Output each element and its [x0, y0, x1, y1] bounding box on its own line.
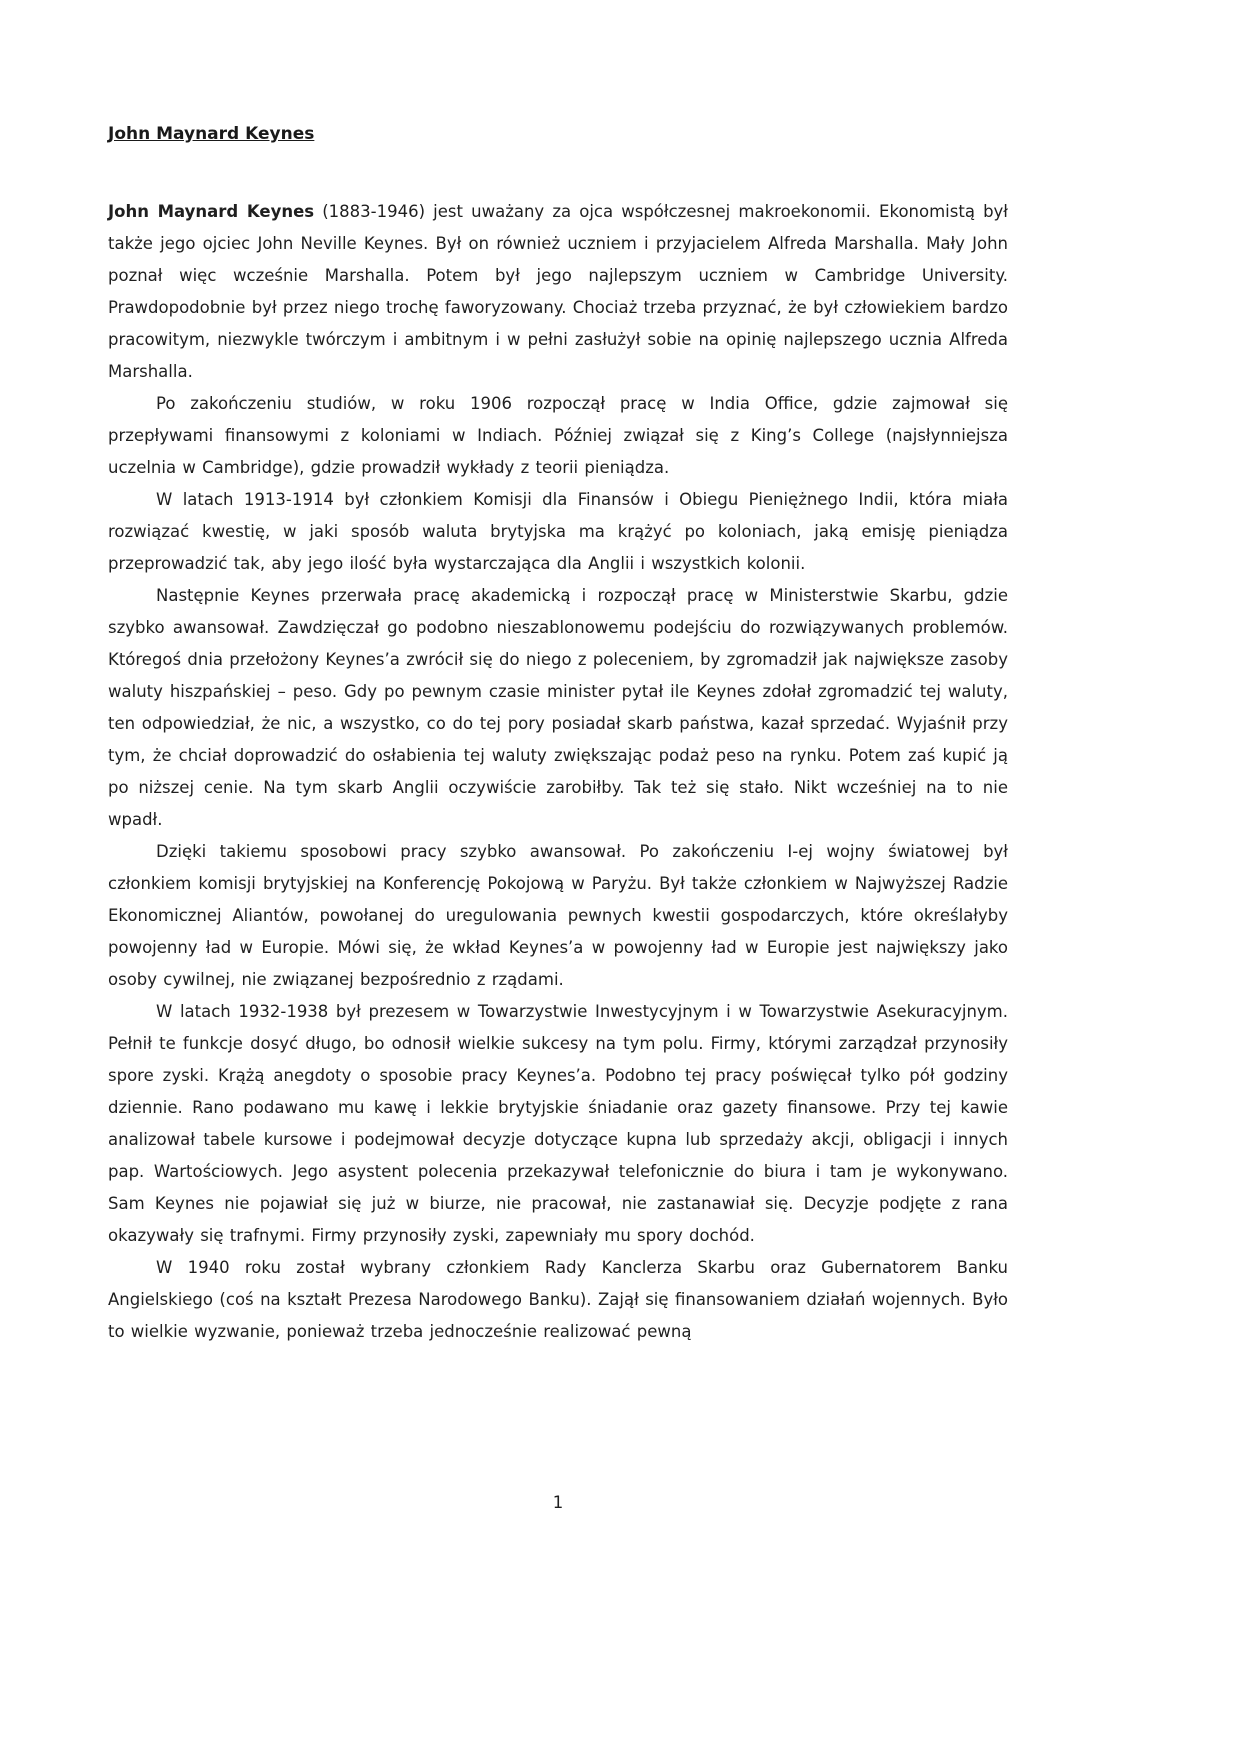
paragraph-intro [108, 196, 1008, 388]
document-title: John Maynard Keynes [108, 124, 315, 144]
paragraph-towarzystwa: W latach 1932-1938 był prezesem w Towarzystwie Inwestycyjnym i w Towarzystwie Asekuracyjnym. Pełnił te funkcje dosyć długo, bo odnosił wielkie sukcesy na tym polu. Firmy, którymi zarządzał przynosiły spore zyski. Krążą anegdoty o sposobie pracy Keynes’a. Podobno tej pracy poświęcał tylko pół godziny dziennie. Rano podawano mu kawę i lekkie brytyjskie śniadanie oraz gazety finansowe. Przy tej kawie analizował tabele kursowe i podejmował decyzje dotyczące kupna lub sprzedaży akcji, obligacji i innych pap. Wartościowych. Jego asystent polecenia przekazywał telefonicznie do biura i tam je wykonywano. Sam Keynes nie pojawiał się już w biurze, nie pracował, nie zastanawiał się. Decyzje podjęte z rana okazywały się trafnymi. Firmy przynosiły zyski, zapewniały mu spory dochód. [108, 1002, 1008, 1245]
paragraph-konferencja-pokojowa: Dzięki takiemu sposobowi pracy szybko awansował. Po zakończeniu I-ej wojny światowej był członkiem komisji brytyjskiej na Konferencję Pokojową w Paryżu. Był także członkiem w Najwyższej Radzie Ekonomicznej Aliantów, powołanej do uregulowania pewnych kwestii gospodarczych, które określałyby powojenny ład w Europie. Mówi się, że wkład Keynes’a w powojenny ład w Europie jest największy jako osoby cywilnej, nie związanej bezpośrednio z rządami. [108, 842, 1008, 989]
paragraph-intro-text: (1883-1946) jest uważany za ojca współczesnej makroekonomii. Ekonomistą był także jego ojciec John Neville Keynes. Był on również uczniem i przyjacielem Alfreda Marshalla. Mały John poznał więc wcześnie Marshalla. Potem był jego najlepszym uczniem w Cambridge University. Prawdopodobnie był przez niego trochę faworyzowany. Chociaż trzeba przyznać, że był człowiekiem bardzo pracowitym, niezwykle twórczym i ambitnym i w pełni zasłużył sobie na opinię najlepszego ucznia Alfreda Marshalla. [108, 202, 1008, 381]
page-number: 1 [552, 1493, 564, 1512]
paragraph-india-office: Po zakończeniu studiów, w roku 1906 rozpoczął pracę w India Office, gdzie zajmował się przepływami finansowymi z koloniami w Indiach. Później związał się z King’s College (najsłynniejsza uczelnia w Cambridge), gdzie prowadził wykłady z teorii pieniądza. [108, 394, 1008, 477]
paragraph-intro-bold-name: John Maynard Keynes [108, 202, 315, 221]
paragraph-ministerstwo-skarbu: Następnie Keynes przerwała pracę akademicką i rozpoczął pracę w Ministerstwie Skarbu, gdzie szybko awansował. Zawdzięczał go podobno nieszablonowemu podejściu do rozwiązywanych problemów. Któregoś dnia przełożony Keynes’a zwrócił się do niego z poleceniem, by zgromadził jak największe zasoby waluty hiszpańskiej – peso. Gdy po pewnym czasie minister pytał ile Keynes zdołał zgromadzić tej waluty, ten odpowiedział, że nic, a wszystko, co do tej pory posiadał skarb państwa, kazał sprzedać. Wyjaśnił przy tym, że chciał doprowadzić do osłabienia tej waluty zwiększając podaż peso na rynku. Potem zaś kupić ją po niższej cenie. Na tym skarb Anglii oczywiście zarobiłby. Tak też się stało. Nikt wcześniej na to nie wpadł. [108, 586, 1008, 829]
paragraph-komisja-1913: W latach 1913-1914 był członkiem Komisji dla Finansów i Obiegu Pieniężnego Indii, która miała rozwiązać kwestię, w jaki sposób waluta brytyjska ma krążyć po koloniach, jaką emisję pieniądza przeprowadzić tak, aby jego ilość była wystarczająca dla Anglii i wszystkich kolonii. [108, 490, 1008, 573]
paragraph-rok-1940: W 1940 roku został wybrany członkiem Rady Kanclerza Skarbu oraz Gubernatorem Banku Angielskiego (coś na kształt Prezesa Narodowego Banku). Zajął się finansowaniem działań wojennych. Było to wielkie wyzwanie, ponieważ trzeba jednocześnie realizować pewną [108, 1258, 1008, 1341]
